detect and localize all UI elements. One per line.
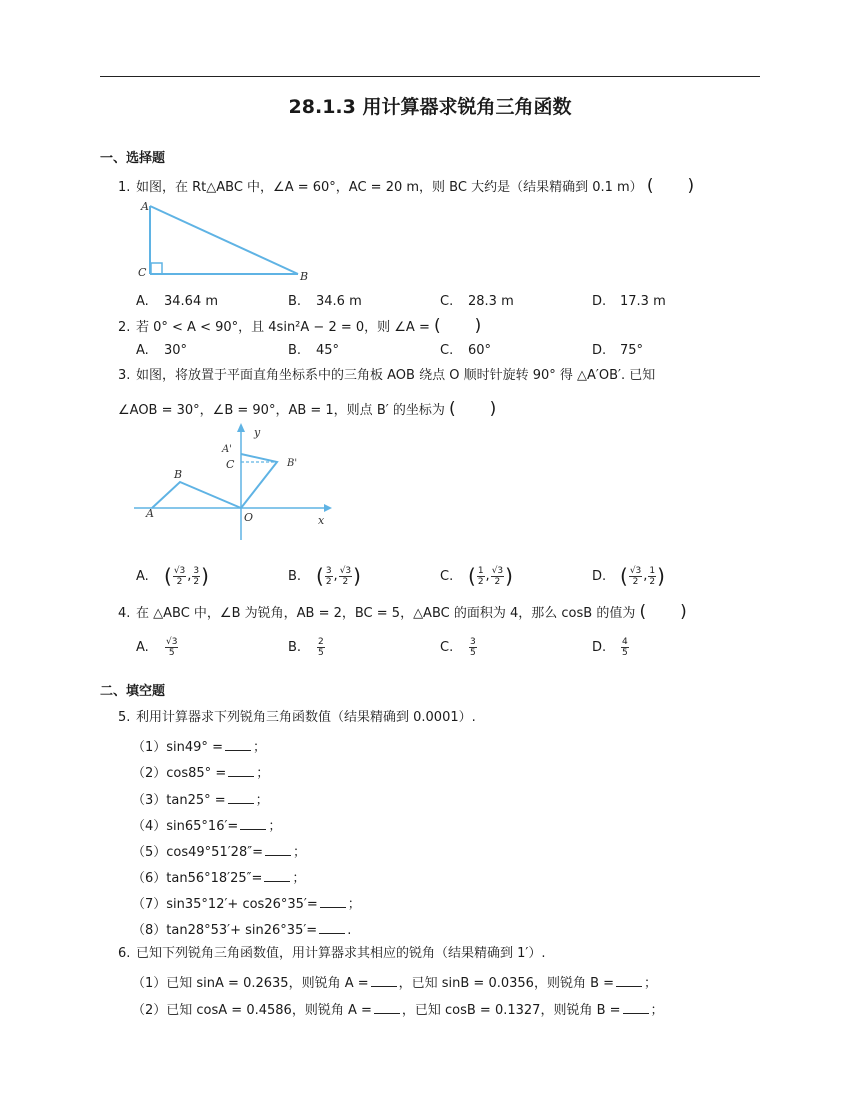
question-number: 6. [118,946,131,961]
option-a[interactable]: A. 30° [136,343,188,358]
question-text: 在 △ABC 中，∠B 为锐角，AB = 2，BC = 5，△ABC 的面积为 4，那么 cosB 的值为 [136,606,636,621]
answer-bracket: ( ) [646,176,695,196]
question-number: 2. [118,320,131,335]
answer-bracket: ( ) [639,602,687,622]
fill-item-6: （6）tan56°18′25″= ； [132,871,306,886]
fill-item-2: （2）cos85° = ； [132,766,270,781]
label-b: B [300,270,309,283]
right-angle-mark [151,263,162,274]
page-title: 28.1.3 用计算器求锐角三角函数 [288,96,572,118]
label-a: A [146,507,154,520]
answer-blank[interactable] [264,870,290,882]
q1-options [136,294,756,316]
option-d[interactable]: D. 75° [592,343,644,358]
question-text: ∠AOB = 30°，∠B = 90°，AB = 1，则点 B′ 的坐标为 [118,403,445,418]
option-b[interactable]: B. 34.6 m [288,294,362,309]
option-d[interactable]: D. 17.3 m [592,294,666,309]
answer-blank[interactable] [320,896,346,908]
label-o: O [244,511,254,524]
option-c[interactable]: C. 60° [440,343,492,358]
fill-item-3: （3）tan25° = ； [132,793,269,808]
question-5 [118,708,476,728]
question-text: 如图，将放置于平面直角坐标系中的三角板 AOB 绕点 O 顺时针旋转 90° 得 △A′OB′. 已知 [136,368,656,383]
answer-blank[interactable] [623,1002,649,1014]
label-c: C [138,266,147,279]
q2-options [136,343,756,365]
label-a-prime: A' [222,444,232,455]
fill-item-4: （4）sin65°16′= ； [132,819,282,834]
fill-item-1: （1）sin49° = ； [132,740,266,755]
question-text: 如图，在 Rt△ABC 中，∠A = 60°，AC = 20 m，则 BC 大约是（结果精确到 0.1 m） [136,180,643,195]
fill-item-5: （5）cos49°51′28″= ； [132,845,306,860]
answer-blank[interactable] [319,922,345,934]
question-number: 3. [118,368,131,383]
answer-blank[interactable] [228,792,254,804]
side-ab [150,206,298,274]
question-2 [118,316,481,338]
question-1 [118,176,694,198]
answer-blank[interactable] [265,844,291,856]
q3-coordinate-figure [134,420,334,542]
question-6 [118,944,546,964]
y-axis-arrow [237,423,245,432]
q3-options [136,564,756,590]
fill-item-6-1: （1）已知 sinA = 0.2635，则锐角 A = ，已知 sinB = 0.0356，则锐角 B = ； [132,976,658,991]
option-a[interactable]: A. ( $\frac{√3}{2}$ , $\frac{3}{2}$ ) [136,564,209,588]
fill-item-8: （8）tan28°53′+ sin26°35′= . [132,923,352,938]
label-b-prime: B' [287,458,298,469]
question-4 [118,602,687,624]
question-number: 1. [118,180,131,195]
fill-item-6-2: （2）已知 cosA = 0.4586，则锐角 A = ，已知 cosB = 0.1327，则锐角 B = ； [132,1003,664,1018]
option-c[interactable]: C. 28.3 m [440,294,514,309]
answer-bracket: ( ) [448,399,497,419]
option-d[interactable]: D. ( $\frac{√3}{2}$ , $\frac{1}{2}$ ) [592,564,665,588]
section-choice-heading: 一、选择题 [100,151,166,166]
question-3-line-2 [118,394,496,419]
label-x: x [318,514,325,527]
answer-blank[interactable] [371,975,397,987]
option-b[interactable]: B. 45° [288,343,340,358]
answer-blank[interactable] [225,739,251,751]
option-a[interactable]: A. 34.64 m [136,294,219,309]
answer-blank[interactable] [240,818,266,830]
question-3-line-1 [118,366,655,386]
fill-item-7: （7）sin35°12′+ cos26°35′= ； [132,897,361,912]
option-c[interactable]: C. $\frac{3}{5}$ [440,637,476,658]
question-number: 4. [118,606,131,621]
x-axis-arrow [324,504,332,512]
label-a: A [141,200,149,213]
section-fill-heading: 二、填空题 [100,684,166,699]
option-b[interactable]: B. $\frac{2}{5}$ [288,637,324,658]
label-b: B [174,468,183,481]
option-b[interactable]: B. ( $\frac{3}{2}$ , $\frac{√3}{2}$ ) [288,564,361,588]
answer-blank[interactable] [374,1002,400,1014]
label-y: y [254,426,261,439]
question-text: 利用计算器求下列锐角三角函数值（结果精确到 0.0001）. [136,710,476,725]
q1-triangle-figure [132,198,332,284]
question-number: 5. [118,710,131,725]
q4-options [136,637,756,663]
option-a[interactable]: A. $\frac{√3}{5}$ [136,637,178,658]
answer-blank[interactable] [616,975,642,987]
label-c: C [226,458,235,471]
top-rule [100,76,760,77]
question-text: 若 0° < A < 90°，且 4sin²A − 2 = 0，则 ∠A = [136,320,430,335]
option-d[interactable]: D. $\frac{4}{5}$ [592,637,628,658]
option-c[interactable]: C. ( $\frac{1}{2}$ , $\frac{√3}{2}$ ) [440,564,513,588]
answer-bracket: ( ) [434,316,482,336]
answer-blank[interactable] [228,765,254,777]
question-text: 已知下列锐角三角函数值，用计算器求其相应的锐角（结果精确到 1′）. [136,946,546,961]
triangle-aob [152,482,241,508]
